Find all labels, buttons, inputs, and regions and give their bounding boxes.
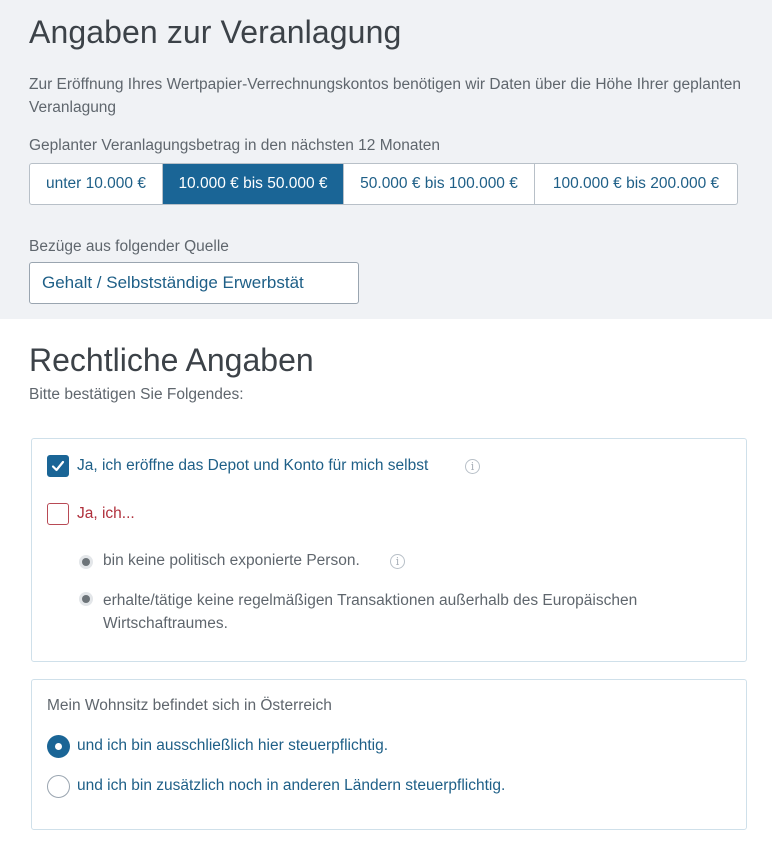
investment-intro: Zur Eröffnung Ihres Wertpapier-Verrechnungskontos benötigen wir Daten über die Höhe Ihrer geplanten Veranlagung [29,76,741,116]
residence-option-only-here[interactable]: und ich bin ausschließlich hier steuerpflichtig. [77,737,389,754]
source-label: Bezüge aus folgender Quelle [29,238,229,255]
declaration-item-pep: bin keine politisch exponierte Person. [103,552,360,569]
amount-option-10000-50000[interactable]: 10.000 € bis 50.000 € [163,164,344,204]
info-icon[interactable]: i [465,459,480,474]
amount-option-100000-200000[interactable]: 100.000 € bis 200.000 € [552,175,720,192]
own-account-checkbox[interactable] [47,455,69,477]
legal-title: Rechtliche Angaben [29,342,314,378]
legal-subtitle: Bitte bestätigen Sie Folgendes: [29,386,244,403]
source-select[interactable] [29,262,359,304]
declaration-checkbox[interactable] [47,503,69,525]
checkmark-icon [51,459,65,473]
amount-label: Geplanter Veranlagungsbetrag in den nächsten 12 Monaten [29,137,441,154]
bullet-dot-icon [79,555,93,569]
info-icon[interactable]: i [390,554,405,569]
amount-option-50000-100000[interactable]: 50.000 € bis 100.000 € [344,164,535,204]
declaration-label[interactable]: Ja, ich... [77,505,135,522]
bullet-dot-icon [79,592,93,606]
declaration-item-transactions: erhalte/tätige keine regelmäßigen Transaktionen außerhalb des Europäischen Wirtschaftraumes. [103,592,638,632]
investment-title: Angaben zur Veranlagung [29,14,402,50]
source-select-value: Gehalt / Selbstständige Erwerbstät [42,273,304,292]
residence-label: Mein Wohnsitz befindet sich in Österreich [47,697,332,714]
amount-option-under-10000[interactable]: unter 10.000 € [30,164,163,204]
legal-confirmation-card [31,438,747,662]
residence-card [31,679,747,830]
radio-icon[interactable] [47,735,70,758]
amount-segmented-control [29,163,738,205]
own-account-label[interactable]: Ja, ich eröffne das Depot und Konto für mich selbst [77,457,429,474]
investment-section [0,0,772,319]
radio-icon[interactable] [47,775,70,798]
residence-option-other-countries[interactable]: und ich bin zusätzlich noch in anderen Ländern steuerpflichtig. [77,777,506,794]
